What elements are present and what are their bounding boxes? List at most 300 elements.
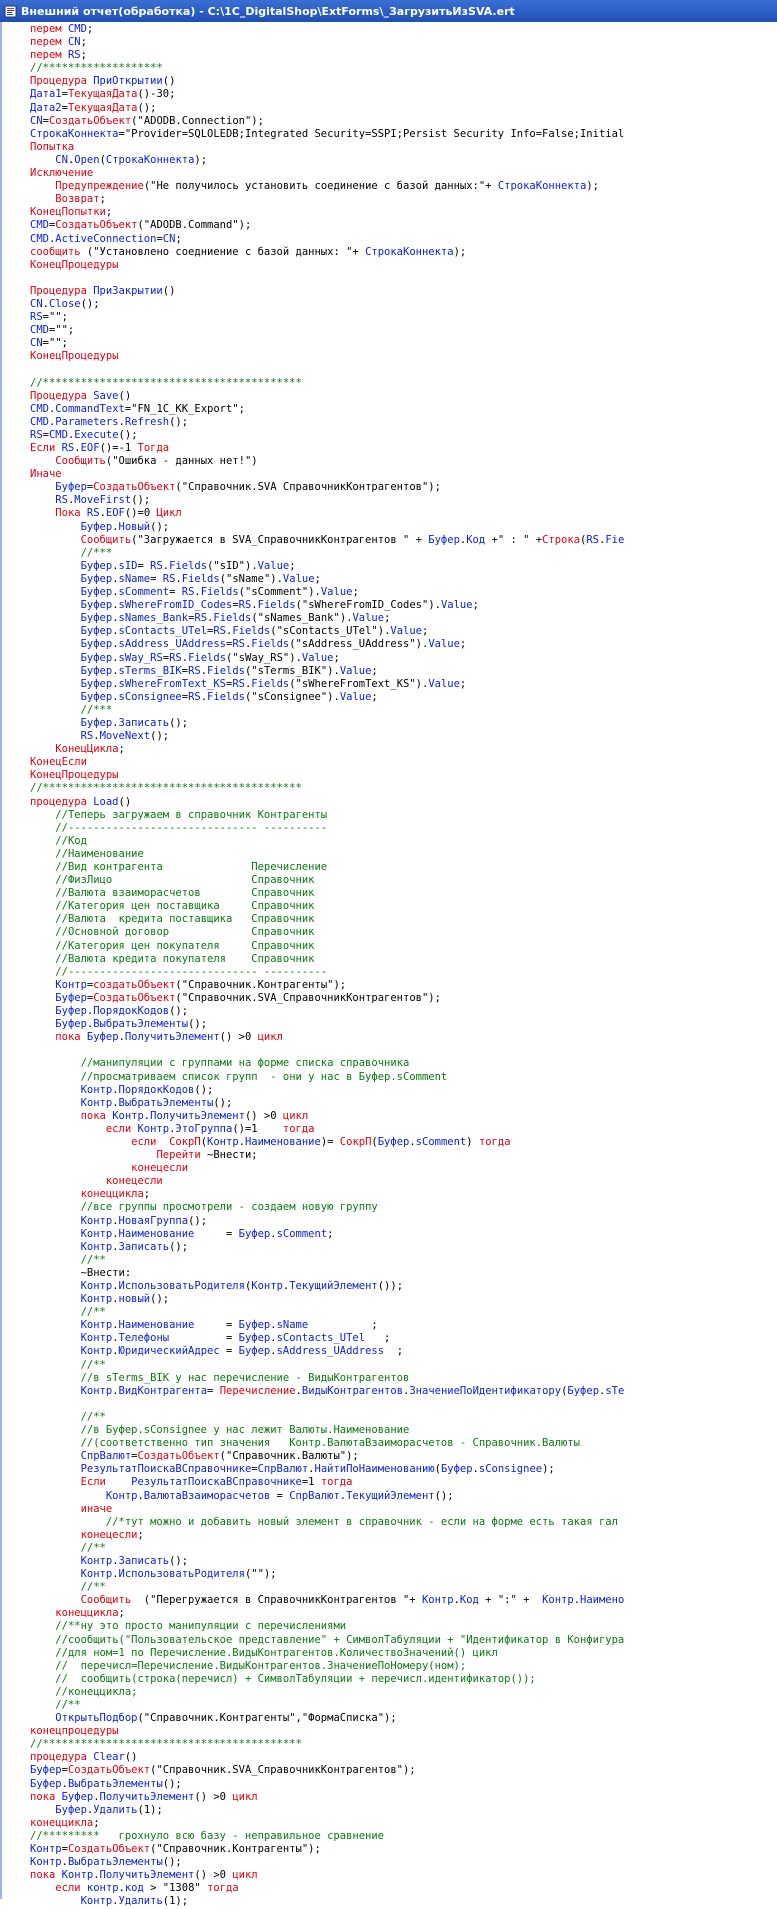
code-token: //Теперь загружаем в справочник Контрагенты — [55, 808, 328, 821]
code-token: (1); — [162, 1895, 189, 1908]
code-line[interactable] — [30, 1476, 624, 1489]
code-line[interactable] — [30, 272, 624, 285]
code-line[interactable] — [30, 1097, 624, 1110]
code-line[interactable] — [30, 1228, 624, 1241]
code-line[interactable] — [30, 390, 624, 403]
code-token: //Вид контрагента Перечисление — [55, 861, 328, 873]
code-token: если — [105, 1122, 138, 1135]
code-token: ЮридическийАдрес — [118, 1345, 220, 1358]
code-token: Контр — [80, 1554, 113, 1567]
code-line[interactable] — [30, 979, 624, 992]
code-line[interactable] — [30, 1188, 624, 1201]
code-token: . — [162, 559, 170, 572]
code-line[interactable] — [30, 521, 624, 534]
code-line[interactable] — [30, 1634, 624, 1647]
code-line[interactable] — [30, 586, 624, 599]
code-line[interactable] — [30, 743, 624, 756]
code-line[interactable] — [30, 1712, 624, 1725]
code-line[interactable] — [30, 992, 624, 1005]
code-token: ЗначениеПоИдентификатору — [409, 1384, 562, 1397]
code-token: перем — [30, 23, 68, 35]
code-token: если — [131, 1135, 170, 1148]
code-line[interactable] — [30, 809, 624, 822]
code-line[interactable] — [30, 1149, 624, 1162]
code-line[interactable] — [30, 1267, 624, 1280]
code-line[interactable] — [30, 1398, 624, 1411]
code-line[interactable] — [30, 730, 624, 743]
code-token: ТекущаяДата — [67, 101, 138, 114]
code-line[interactable] — [30, 560, 624, 573]
code-line[interactable] — [30, 1385, 624, 1398]
code-line[interactable] — [30, 1306, 624, 1319]
code-line[interactable] — [30, 966, 624, 979]
code-token: Попытка — [30, 140, 75, 153]
code-token: (); — [169, 415, 189, 428]
code-text[interactable] — [30, 23, 624, 1909]
code-token — [30, 953, 55, 965]
code-line[interactable] — [30, 717, 624, 730]
code-line[interactable] — [30, 782, 624, 795]
code-line[interactable] — [30, 233, 624, 246]
code-line[interactable] — [30, 377, 624, 390]
code-token — [30, 1542, 81, 1554]
code-line[interactable] — [30, 1895, 624, 1908]
code-token: //в sTerms_BIK у нас перечисление - ВидыКонтрагентов — [80, 1371, 410, 1384]
code-line[interactable] — [30, 75, 624, 88]
code-line[interactable] — [30, 259, 624, 272]
code-token — [30, 1568, 81, 1580]
code-token: . — [459, 533, 467, 546]
code-line[interactable] — [30, 88, 624, 101]
code-line[interactable] — [30, 1660, 624, 1673]
code-token — [30, 1581, 81, 1593]
code-token: . — [67, 428, 75, 441]
code-token: CN — [55, 153, 68, 166]
code-token: () >0 — [194, 1869, 233, 1882]
code-line[interactable] — [30, 298, 624, 311]
code-token: . — [143, 1109, 151, 1122]
code-line[interactable] — [30, 62, 624, 75]
code-token — [30, 481, 55, 493]
code-line[interactable] — [30, 36, 624, 49]
code-line[interactable] — [30, 665, 624, 678]
code-token — [30, 900, 55, 912]
code-line[interactable] — [30, 1345, 624, 1358]
code-token: . — [112, 1293, 119, 1306]
code-line[interactable] — [30, 1490, 624, 1503]
code-line[interactable] — [30, 429, 624, 442]
code-token: Fields — [200, 586, 239, 599]
code-token: . — [48, 402, 56, 415]
code-token: . — [112, 1332, 119, 1345]
code-token: ()=1 — [232, 1122, 283, 1135]
code-token: (); — [194, 1083, 214, 1096]
code-line[interactable] — [30, 324, 624, 337]
code-line[interactable] — [30, 1254, 624, 1267]
code-token: . — [48, 415, 56, 428]
code-token — [30, 1319, 81, 1331]
code-line[interactable] — [30, 835, 624, 848]
code-line[interactable] — [30, 219, 624, 232]
code-token: . — [112, 1083, 119, 1096]
code-token: RS — [80, 730, 94, 743]
code-token: создатьОбъект — [93, 978, 176, 991]
code-token: СоздатьОбъект — [93, 481, 176, 494]
code-token: ()=0 — [124, 507, 157, 520]
code-line[interactable] — [30, 1031, 624, 1044]
code-line[interactable] — [30, 940, 624, 953]
code-line[interactable] — [30, 1817, 624, 1830]
code-token: ВыбратьЭлементы — [93, 1018, 189, 1031]
code-token: ; — [459, 677, 467, 690]
code-token: (); — [169, 716, 189, 729]
code-line[interactable] — [30, 1175, 624, 1188]
code-line[interactable] — [30, 206, 624, 219]
code-token: //*** — [80, 546, 113, 559]
code-line[interactable] — [30, 1005, 624, 1018]
code-line[interactable] — [30, 704, 624, 717]
code-line[interactable] — [30, 1359, 624, 1372]
code-token: ("sNames_Bank"). — [251, 612, 353, 625]
code-token — [30, 848, 55, 860]
code-line[interactable] — [30, 442, 624, 455]
code-line[interactable] — [30, 1620, 624, 1633]
code-token: ( — [244, 1280, 252, 1292]
code-token: Контр — [80, 1568, 113, 1581]
code-line[interactable] — [30, 1804, 624, 1817]
code-line[interactable] — [30, 1699, 624, 1712]
code-token: //манипуляции с группами на форме списка справочника — [80, 1057, 410, 1070]
code-token: Иначе — [30, 468, 62, 481]
code-token: (); — [137, 101, 157, 114]
code-token: = — [225, 638, 233, 651]
code-token: . — [238, 1135, 245, 1148]
code-token: Буфер — [428, 533, 460, 546]
code-line[interactable] — [30, 848, 624, 861]
code-line[interactable] — [30, 350, 624, 363]
code-token: (); — [188, 1018, 208, 1031]
code-token: СпрВалют — [80, 1450, 132, 1463]
code-token: перем — [30, 36, 68, 49]
code-token — [30, 612, 81, 624]
code-line[interactable] — [30, 193, 624, 206]
code-line[interactable] — [30, 652, 624, 665]
code-token: //** — [80, 1253, 106, 1266]
code-line[interactable] — [30, 1450, 624, 1463]
code-token — [30, 1359, 81, 1371]
code-token — [30, 1372, 81, 1384]
code-line[interactable] — [30, 913, 624, 926]
code-line[interactable] — [30, 1830, 624, 1843]
code-token: sWhereFromID_Codes — [118, 599, 233, 612]
code-token — [30, 573, 81, 585]
code-token — [30, 455, 55, 467]
code-line[interactable] — [30, 1044, 624, 1057]
code-token: Контр — [80, 1384, 113, 1397]
code-token: ТекущаяДата — [67, 88, 138, 101]
code-token: ( — [580, 533, 587, 546]
code-line[interactable] — [30, 167, 624, 180]
code-token: ; — [371, 690, 378, 703]
code-line[interactable] — [30, 1293, 624, 1306]
code-line[interactable] — [30, 1882, 624, 1895]
code-line[interactable] — [30, 1725, 624, 1738]
code-line[interactable] — [30, 1241, 624, 1254]
code-line[interactable] — [30, 1568, 624, 1581]
code-line[interactable] — [30, 1332, 624, 1345]
code-token: RS — [55, 494, 68, 507]
code-line[interactable] — [30, 625, 624, 638]
code-token: //**ну это просто манипуляции с перечислениями — [55, 1620, 347, 1633]
code-line[interactable] — [30, 1411, 624, 1424]
code-token: Контр — [80, 1293, 113, 1306]
code-line[interactable] — [30, 507, 624, 520]
code-line[interactable] — [30, 887, 624, 900]
code-token: Код — [466, 533, 486, 546]
code-token: sNames_Bank — [118, 612, 189, 625]
code-token: НоваяГруппа — [118, 1214, 189, 1227]
code-line[interactable] — [30, 1018, 624, 1031]
code-line[interactable] — [30, 1215, 624, 1228]
code-token: . — [42, 297, 49, 310]
code-token: //** — [55, 1699, 81, 1711]
code-line[interactable] — [30, 1542, 624, 1555]
code-editor[interactable] — [0, 22, 777, 1908]
code-token — [30, 1293, 81, 1305]
code-line[interactable] — [30, 455, 624, 468]
code-token: sComment — [276, 1227, 328, 1240]
code-line[interactable] — [30, 1607, 624, 1620]
code-line[interactable] — [30, 573, 624, 586]
code-line[interactable] — [30, 861, 624, 874]
code-token: Контр — [251, 1280, 283, 1292]
code-line[interactable] — [30, 769, 624, 782]
code-token: sAddress_UAddress — [276, 1345, 385, 1358]
code-token — [30, 586, 81, 598]
code-token: ПорядокКодов — [118, 1083, 195, 1096]
code-line[interactable] — [30, 416, 624, 429]
code-token: Контр — [55, 978, 87, 991]
code-line[interactable] — [30, 1686, 624, 1699]
code-line[interactable] — [30, 403, 624, 416]
code-token: (); — [162, 1777, 182, 1790]
code-token — [30, 652, 81, 664]
code-token: = — [61, 101, 68, 114]
code-token — [30, 1660, 55, 1672]
code-line[interactable] — [30, 481, 624, 494]
code-token — [30, 1306, 81, 1318]
code-token: Parameters — [55, 415, 119, 428]
code-token: //** — [80, 1541, 106, 1554]
code-token: . — [67, 494, 75, 507]
code-line[interactable] — [30, 547, 624, 560]
code-token: Буфер — [55, 1018, 87, 1031]
code-token: Контр — [80, 1895, 113, 1908]
code-line[interactable] — [30, 1869, 624, 1882]
code-token: ("sWhereFromText_KS"). — [289, 677, 429, 690]
code-token: CMD — [30, 324, 49, 337]
code-token: ( — [371, 1135, 378, 1148]
code-line[interactable] — [30, 311, 624, 324]
code-token: . — [282, 1280, 290, 1292]
code-line[interactable] — [30, 822, 624, 835]
code-line[interactable] — [30, 638, 624, 651]
code-token: Перейти — [156, 1149, 208, 1162]
code-token: ("sComment"). — [238, 586, 321, 599]
code-line[interactable] — [30, 1437, 624, 1450]
code-line[interactable] — [30, 1594, 624, 1607]
code-line[interactable] — [30, 678, 624, 691]
code-line[interactable] — [30, 1738, 624, 1751]
code-token: = — [162, 651, 170, 664]
code-line[interactable] — [30, 115, 624, 128]
code-token: Fields — [232, 625, 271, 638]
code-token: Записать — [118, 1554, 170, 1567]
code-line[interactable] — [30, 1071, 624, 1084]
code-line[interactable] — [30, 49, 624, 62]
code-token: Сообщить — [55, 455, 106, 468]
code-token — [30, 625, 81, 637]
code-token: Буфер — [238, 1332, 271, 1345]
code-line[interactable] — [30, 1647, 624, 1660]
code-token: RS — [181, 586, 195, 599]
code-token: . — [200, 690, 208, 703]
code-line[interactable] — [30, 1136, 624, 1149]
code-line[interactable] — [30, 1555, 624, 1568]
code-line[interactable] — [30, 1057, 624, 1070]
code-line[interactable] — [30, 1162, 624, 1175]
code-token: Контр — [80, 1214, 113, 1227]
code-token: MoveFirst — [74, 494, 132, 507]
code-token: sContacts_UTel — [276, 1332, 366, 1345]
code-line[interactable] — [30, 1581, 624, 1594]
code-token: Value — [352, 612, 385, 625]
code-line[interactable] — [30, 337, 624, 350]
code-line[interactable] — [30, 926, 624, 939]
code-line[interactable] — [30, 246, 624, 259]
code-token: Контр — [421, 1594, 454, 1607]
code-token — [30, 1175, 106, 1187]
code-line[interactable] — [30, 1856, 624, 1869]
code-line[interactable] — [30, 1110, 624, 1123]
code-line[interactable] — [30, 1280, 624, 1293]
code-line[interactable] — [30, 285, 624, 298]
code-token: . — [194, 586, 201, 599]
code-token: (); — [169, 1240, 189, 1253]
code-line[interactable] — [30, 23, 624, 36]
code-token — [30, 1097, 81, 1109]
code-token: . — [453, 1594, 460, 1607]
code-token: пока — [30, 1869, 62, 1882]
code-token: = — [169, 1332, 239, 1345]
code-token: Буфер — [80, 651, 113, 664]
code-token: //Валюта взаиморасчетов Справочник — [55, 887, 315, 900]
code-token: sComment — [118, 586, 170, 599]
code-line[interactable] — [30, 128, 624, 141]
code-token: Цикл — [156, 507, 182, 520]
code-token: ("Перегружается в СправочникКонтрагентов "+ — [143, 1594, 422, 1607]
code-token — [30, 1188, 81, 1200]
code-line[interactable] — [30, 363, 624, 376]
code-line[interactable] — [30, 1751, 624, 1764]
code-token: СпрВалют — [289, 1489, 340, 1502]
code-token: . — [403, 1384, 410, 1397]
code-token: СоздатьОбъект — [67, 1843, 151, 1856]
code-token — [30, 1136, 131, 1148]
code-line[interactable] — [30, 1791, 624, 1804]
code-token: Буфер — [238, 1319, 271, 1332]
code-token: Записать — [118, 716, 170, 729]
code-line[interactable] — [30, 874, 624, 887]
code-token: () — [162, 75, 176, 88]
code-line[interactable] — [30, 900, 624, 913]
code-line[interactable] — [30, 796, 624, 809]
code-token: //***************************************** — [30, 782, 302, 795]
code-token: . — [169, 1122, 176, 1135]
code-token — [30, 940, 55, 952]
code-token: () >0 — [219, 1031, 258, 1044]
code-token: . — [86, 1005, 94, 1018]
code-line[interactable] — [30, 154, 624, 167]
code-token: ; — [384, 1345, 404, 1358]
code-line[interactable] — [30, 1778, 624, 1791]
code-token: ("Не получилось установить соединение с базой данных:"+ — [143, 180, 498, 193]
code-token — [30, 913, 55, 925]
code-line[interactable] — [30, 534, 624, 547]
code-line[interactable] — [30, 494, 624, 507]
title-bar[interactable] — [0, 0, 777, 22]
code-token: ИспользоватьРодителя — [118, 1568, 245, 1581]
code-line[interactable] — [30, 1463, 624, 1476]
code-token: (); — [213, 1096, 233, 1109]
code-line[interactable] — [30, 756, 624, 769]
code-line[interactable] — [30, 953, 624, 966]
code-line[interactable] — [30, 1123, 624, 1136]
code-line[interactable] — [30, 1673, 624, 1686]
code-line[interactable] — [30, 1319, 624, 1332]
code-line[interactable] — [30, 1372, 624, 1385]
code-token: . — [137, 1489, 144, 1502]
code-line[interactable] — [30, 1516, 624, 1529]
code-line[interactable] — [30, 1424, 624, 1437]
code-line[interactable] — [30, 102, 624, 115]
code-line[interactable] — [30, 468, 624, 481]
code-line[interactable] — [30, 180, 624, 193]
code-token: RS — [586, 533, 600, 546]
code-token: Контр — [30, 1856, 62, 1869]
code-line[interactable] — [30, 599, 624, 612]
code-line[interactable] — [30, 141, 624, 154]
code-token: ); — [194, 153, 208, 166]
code-line[interactable] — [30, 691, 624, 704]
code-token: ) — [466, 1135, 479, 1148]
code-token: Возврат — [55, 193, 100, 206]
code-line[interactable] — [30, 1201, 624, 1214]
code-line[interactable] — [30, 1529, 624, 1542]
code-line[interactable] — [30, 1084, 624, 1097]
code-token — [30, 154, 55, 166]
code-line[interactable] — [30, 1503, 624, 1516]
code-token: RS — [194, 612, 208, 625]
code-token: . — [74, 442, 81, 454]
code-line[interactable] — [30, 612, 624, 625]
code-token: СоздатьОбъект — [48, 114, 132, 127]
code-line[interactable] — [30, 1843, 624, 1856]
code-token: ВыбратьЭлементы — [67, 1856, 163, 1869]
code-line[interactable] — [30, 1764, 624, 1777]
code-token: = — [194, 1319, 239, 1332]
code-token: Процедура — [30, 284, 94, 297]
